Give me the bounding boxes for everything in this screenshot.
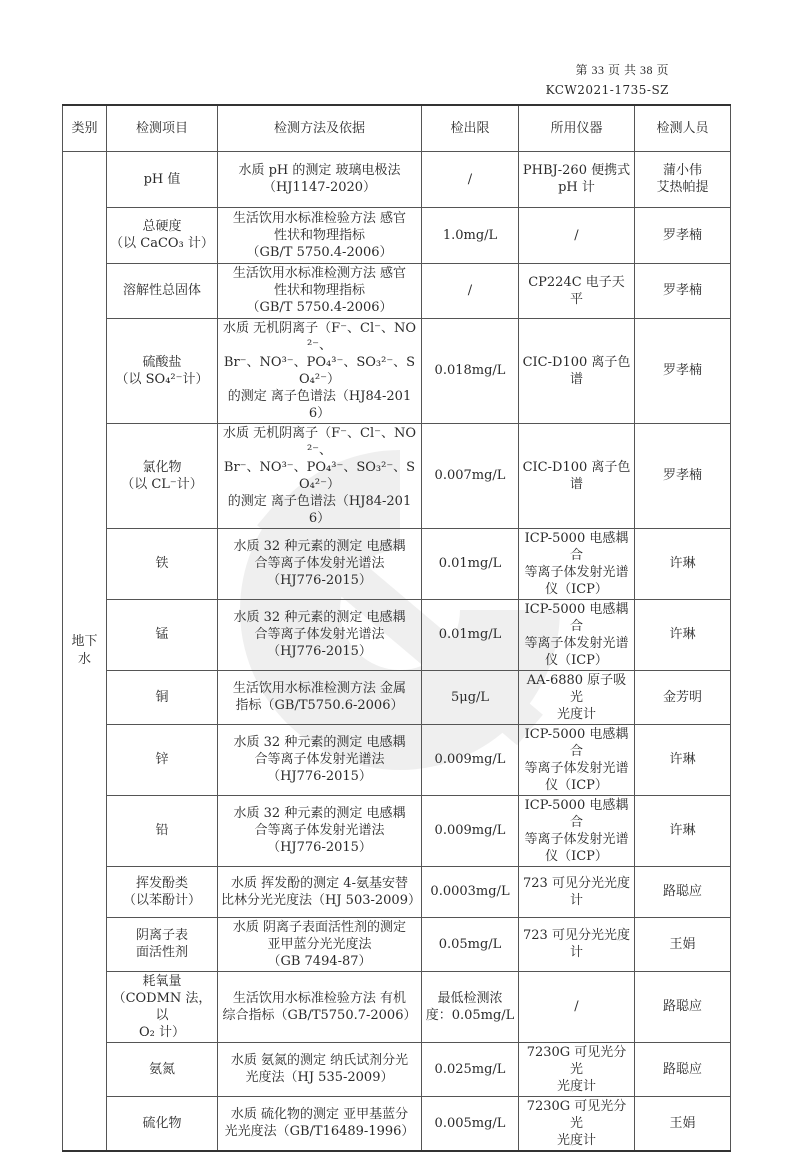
tester-cell: [635, 795, 731, 866]
tester-text: 罗孝楠: [662, 363, 702, 378]
table-row: [63, 795, 731, 866]
test-method-text: 生活饮用水标准检验方法 有机: [232, 990, 407, 1006]
instrument-text: 光度计: [556, 706, 596, 722]
test-method-text: 水质 无机阴离子（F⁻、Cl⁻、NO²⁻、: [222, 425, 416, 458]
instrument-cell: [519, 866, 635, 917]
tester-cell: [635, 1042, 731, 1096]
instrument-text: 7230G 可见光分光: [526, 1044, 627, 1077]
instrument-text: 等离子体发射光谱: [524, 760, 629, 776]
test-method-text: 性状和物理指标: [273, 283, 365, 298]
detection-limit-cell: [422, 423, 519, 528]
detection-limit-cell: [422, 318, 519, 423]
test-item-text: 耗氧量: [142, 973, 182, 989]
test-item-text: 总硬度: [142, 219, 182, 234]
test-item-cell: [107, 917, 218, 971]
instrument-text: 等离子体发射光谱: [524, 831, 629, 847]
detection-limit-cell: [422, 151, 519, 207]
detection-limit-text: 0.009mg/L: [434, 823, 506, 838]
test-item-text: （以苯酚计）: [122, 892, 201, 908]
test-method-cell: [218, 528, 422, 599]
tester-text: 路聪应: [662, 884, 702, 899]
test-item-text: 氯化物: [142, 459, 182, 475]
tester-text: 王娟: [669, 936, 696, 952]
instrument-cell: [519, 207, 635, 263]
test-method-text: 综合指标（GB/T5750.7-2006）: [222, 1007, 417, 1023]
test-item-cell: [107, 1042, 218, 1096]
test-item-cell: [107, 263, 218, 318]
test-method-text: 亚甲蓝分光光度法: [267, 936, 372, 952]
instrument-text: 仪（ICP）: [545, 652, 608, 668]
detection-limit-text: 0.018mg/L: [434, 363, 506, 378]
col-header-instrument: 所用仪器: [519, 105, 635, 151]
instrument-text: 计: [569, 945, 583, 960]
detection-limit-text: 最低检测浓: [437, 990, 503, 1006]
test-item-cell: [107, 151, 218, 207]
test-method-cell: [218, 1096, 422, 1151]
test-item-text: 面活性剂: [135, 945, 188, 960]
instrument-text: AA-6880 原子吸光: [526, 672, 627, 705]
report-number: KCW2021-1735-SZ: [545, 83, 669, 97]
tester-cell: [635, 423, 731, 528]
tester-text: 许琳: [669, 556, 696, 571]
tester-text: 许琳: [669, 752, 696, 767]
test-item-cell: [107, 866, 218, 917]
table-row: [63, 318, 731, 423]
test-method-text: 合等离子体发射光谱法: [254, 752, 385, 767]
instrument-text: 7230G 可见光分光: [526, 1098, 627, 1131]
col-header-item: 检测项目: [107, 105, 218, 151]
instrument-cell: [519, 1042, 635, 1096]
detection-limit-text: /: [467, 171, 473, 187]
table-row: [63, 151, 731, 207]
tester-text: 艾热帕提: [656, 180, 709, 195]
test-item-text: 阴离子表: [135, 928, 188, 943]
detection-limit-text: 0.007mg/L: [434, 468, 506, 483]
instrument-text: 等离子体发射光谱: [524, 564, 629, 580]
instrument-text: 等离子体发射光谱: [524, 635, 629, 651]
test-method-text: 水质 氨氮的测定 纳氏试剂分光: [230, 1053, 409, 1068]
detection-limit-cell: [422, 724, 519, 795]
instrument-text: 光度计: [556, 1078, 596, 1094]
tester-cell: [635, 1096, 731, 1151]
test-method-text: （HJ776-2015）: [267, 840, 372, 855]
test-method-text: 水质 硫化物的测定 亚甲基蓝分: [230, 1107, 409, 1122]
detection-limit-text: 0.01mg/L: [438, 556, 502, 571]
test-method-text: 水质 32 种元素的测定 电感耦: [233, 610, 406, 625]
test-method-cell: [218, 207, 422, 263]
instrument-text: CIC-D100 离子色谱: [522, 354, 631, 387]
test-method-cell: [218, 917, 422, 971]
test-method-text: 指标（GB/T5750.6-2006）: [235, 698, 404, 713]
test-method-text: （GB 7494-87）: [267, 953, 372, 969]
detection-limit-text: 0.005mg/L: [434, 1115, 506, 1131]
instrument-text: CP224C 电子天平: [528, 274, 625, 307]
tester-cell: [635, 318, 731, 423]
tester-text: 许琳: [669, 823, 696, 838]
col-header-person: 检测人员: [635, 105, 731, 151]
test-method-text: 水质 阴离子表面活性剂的测定: [232, 919, 407, 935]
test-item-text: （CODMN 法，以: [112, 990, 212, 1023]
detection-limit-text: 0.025mg/L: [434, 1061, 506, 1077]
test-item-text: （以 SO₄²⁻计）: [115, 371, 209, 387]
table-row: [63, 866, 731, 917]
instrument-cell: [519, 318, 635, 423]
test-item-text: O₂ 计）: [138, 1024, 185, 1040]
test-method-text: 比林分光光度法（HJ 503-2009）: [221, 892, 421, 908]
instrument-text: 光度计: [556, 1132, 596, 1148]
test-method-text: （GB/T 5750.4-2006）: [246, 300, 393, 315]
test-results-table: [62, 104, 731, 1152]
test-item-cell: [107, 599, 218, 670]
instrument-cell: [519, 917, 635, 971]
test-method-cell: [218, 795, 422, 866]
test-method-text: 的测定 离子色谱法（HJ84-2016）: [227, 388, 412, 421]
test-item-text: 铁: [155, 556, 169, 571]
detection-limit-cell: [422, 971, 519, 1042]
table-header-row: [63, 105, 731, 151]
instrument-text: ICP-5000 电感耦合: [524, 797, 629, 830]
tester-cell: [635, 971, 731, 1042]
table-row: [63, 263, 731, 318]
tester-cell: [635, 528, 731, 599]
instrument-cell: [519, 151, 635, 207]
test-method-text: 合等离子体发射光谱法: [254, 556, 385, 571]
test-method-text: （HJ776-2015）: [267, 644, 372, 659]
page-number: 第 33 页 共 38 页: [575, 63, 669, 77]
instrument-text: /: [574, 227, 579, 243]
table-row: [63, 1096, 731, 1151]
category-cell: 地下水: [63, 151, 107, 1151]
test-item-text: pH 值: [143, 171, 181, 187]
detection-limit-text: 0.0003mg/L: [430, 884, 510, 899]
test-item-text: 锰: [155, 627, 169, 642]
instrument-text: 计: [569, 892, 583, 908]
test-item-text: 锌: [155, 752, 169, 767]
test-method-cell: [218, 670, 422, 724]
instrument-cell: [519, 1096, 635, 1151]
detection-limit-cell: [422, 795, 519, 866]
test-item-text: 铅: [155, 823, 169, 838]
page-header: [546, 60, 669, 100]
instrument-text: pH 计: [558, 180, 595, 195]
instrument-text: 723 可见分光光度: [523, 928, 630, 943]
test-method-cell: [218, 423, 422, 528]
tester-text: 许琳: [669, 627, 696, 642]
test-method-text: （HJ776-2015）: [267, 573, 372, 588]
table-row: [63, 971, 731, 1042]
instrument-text: /: [574, 999, 579, 1014]
detection-limit-cell: [422, 670, 519, 724]
tester-text: 罗孝楠: [662, 283, 702, 298]
test-item-text: 挥发酚类: [135, 875, 188, 891]
test-item-cell: [107, 795, 218, 866]
col-header-limit: 检出限: [422, 105, 519, 151]
tester-text: 罗孝楠: [662, 227, 702, 243]
instrument-cell: [519, 423, 635, 528]
test-item-cell: [107, 318, 218, 423]
test-item-text: （以 CaCO₃ 计）: [110, 236, 214, 251]
tester-text: 金芳明: [662, 689, 702, 705]
tester-cell: [635, 670, 731, 724]
detection-limit-text: 0.009mg/L: [434, 752, 506, 767]
table-row: [63, 670, 731, 724]
test-method-text: 水质 32 种元素的测定 电感耦: [233, 806, 406, 821]
test-item-text: （以 CL⁻计）: [121, 476, 203, 492]
instrument-text: 仪（ICP）: [545, 777, 608, 793]
test-method-text: （GB/T 5750.4-2006）: [246, 244, 393, 260]
tester-cell: [635, 263, 731, 318]
tester-cell: [635, 866, 731, 917]
detection-limit-text: 度：0.05mg/L: [425, 1007, 515, 1023]
test-method-text: 水质 32 种元素的测定 电感耦: [233, 735, 406, 750]
tester-cell: [635, 599, 731, 670]
detection-limit-cell: [422, 263, 519, 318]
test-item-cell: [107, 971, 218, 1042]
test-method-text: 性状和物理指标: [273, 227, 365, 243]
test-method-text: 生活饮用水标准检测方法 感官: [232, 266, 407, 281]
tester-text: 路聪应: [662, 999, 702, 1014]
detection-limit-cell: [422, 528, 519, 599]
test-method-text: 光度法（HJ 535-2009）: [245, 1070, 394, 1085]
test-method-text: （HJ776-2015）: [267, 769, 372, 784]
test-method-cell: [218, 866, 422, 917]
instrument-text: ICP-5000 电感耦合: [524, 601, 629, 634]
test-method-text: 合等离子体发射光谱法: [254, 823, 385, 838]
instrument-cell: [519, 599, 635, 670]
instrument-text: ICP-5000 电感耦合: [524, 530, 629, 563]
tester-text: 罗孝楠: [662, 468, 702, 483]
col-header-category: 类别: [63, 105, 107, 151]
table-row: [63, 528, 731, 599]
test-item-text: 溶解性总固体: [122, 283, 201, 298]
detection-limit-text: 0.05mg/L: [438, 936, 502, 952]
test-item-cell: [107, 724, 218, 795]
test-method-cell: [218, 318, 422, 423]
instrument-text: 仪（ICP）: [545, 581, 608, 597]
detection-limit-cell: [422, 917, 519, 971]
test-method-text: 水质 挥发酚的测定 4-氨基安替: [231, 875, 408, 891]
instrument-cell: [519, 263, 635, 318]
instrument-text: CIC-D100 离子色谱: [522, 459, 631, 492]
detection-limit-cell: [422, 1096, 519, 1151]
detection-limit-cell: [422, 207, 519, 263]
tester-cell: [635, 207, 731, 263]
detection-limit-text: 0.01mg/L: [438, 627, 502, 642]
tester-cell: [635, 917, 731, 971]
table-row: [63, 599, 731, 670]
test-method-text: 水质 32 种元素的测定 电感耦: [233, 539, 406, 554]
test-item-cell: [107, 207, 218, 263]
test-method-cell: [218, 263, 422, 318]
test-method-cell: [218, 151, 422, 207]
detection-limit-cell: [422, 1042, 519, 1096]
tester-text: 蒲小伟: [662, 163, 702, 178]
test-method-text: Br⁻、NO³⁻、PO₄³⁻、SO₃²⁻、SO₄²⁻）: [223, 354, 416, 387]
instrument-cell: [519, 724, 635, 795]
test-method-text: 的测定 离子色谱法（HJ84-2016）: [227, 493, 412, 526]
test-method-text: Br⁻、NO³⁻、PO₄³⁻、SO₃²⁻、SO₄²⁻）: [223, 459, 416, 492]
table-row: [63, 423, 731, 528]
test-method-text: （HJ1147-2020）: [262, 180, 377, 195]
test-method-text: 光光度法（GB/T16489-1996）: [224, 1124, 415, 1139]
instrument-text: ICP-5000 电感耦合: [524, 726, 629, 759]
detection-limit-text: 5μg/L: [450, 689, 490, 705]
table-row: [63, 207, 731, 263]
test-method-cell: [218, 724, 422, 795]
table-row: [63, 917, 731, 971]
test-method-cell: [218, 1042, 422, 1096]
test-method-text: 水质 pH 的测定 玻璃电极法: [238, 163, 401, 178]
test-item-text: 铜: [155, 689, 169, 705]
test-item-text: 硫酸盐: [142, 354, 182, 370]
instrument-cell: [519, 795, 635, 866]
table-row: [63, 1042, 731, 1096]
instrument-text: PHBJ-260 便携式: [522, 163, 631, 178]
instrument-text: 723 可见分光光度: [523, 875, 630, 891]
tester-cell: [635, 151, 731, 207]
table-row: [63, 724, 731, 795]
tester-cell: [635, 724, 731, 795]
detection-limit-cell: [422, 866, 519, 917]
test-method-text: 水质 无机阴离子（F⁻、Cl⁻、NO²⁻、: [222, 320, 416, 353]
col-header-method: 检测方法及依据: [218, 105, 422, 151]
detection-limit-text: 1.0mg/L: [442, 227, 498, 243]
detection-limit-cell: [422, 599, 519, 670]
test-item-text: 硫化物: [142, 1115, 182, 1131]
test-item-cell: [107, 1096, 218, 1151]
instrument-cell: [519, 528, 635, 599]
test-item-cell: [107, 528, 218, 599]
instrument-text: 仪（ICP）: [545, 848, 608, 864]
test-item-cell: [107, 423, 218, 528]
instrument-cell: [519, 971, 635, 1042]
detection-limit-text: /: [467, 283, 473, 298]
instrument-cell: [519, 670, 635, 724]
tester-text: 路聪应: [662, 1061, 702, 1077]
test-method-text: 合等离子体发射光谱法: [254, 627, 385, 642]
test-method-cell: [218, 599, 422, 670]
test-method-text: 生活饮用水标准检测方法 金属: [232, 681, 407, 696]
test-item-cell: [107, 670, 218, 724]
tester-text: 王娟: [669, 1115, 696, 1131]
test-method-text: 生活饮用水标准检验方法 感官: [232, 210, 407, 226]
test-item-text: 氨氮: [148, 1061, 175, 1077]
test-method-cell: [218, 971, 422, 1042]
